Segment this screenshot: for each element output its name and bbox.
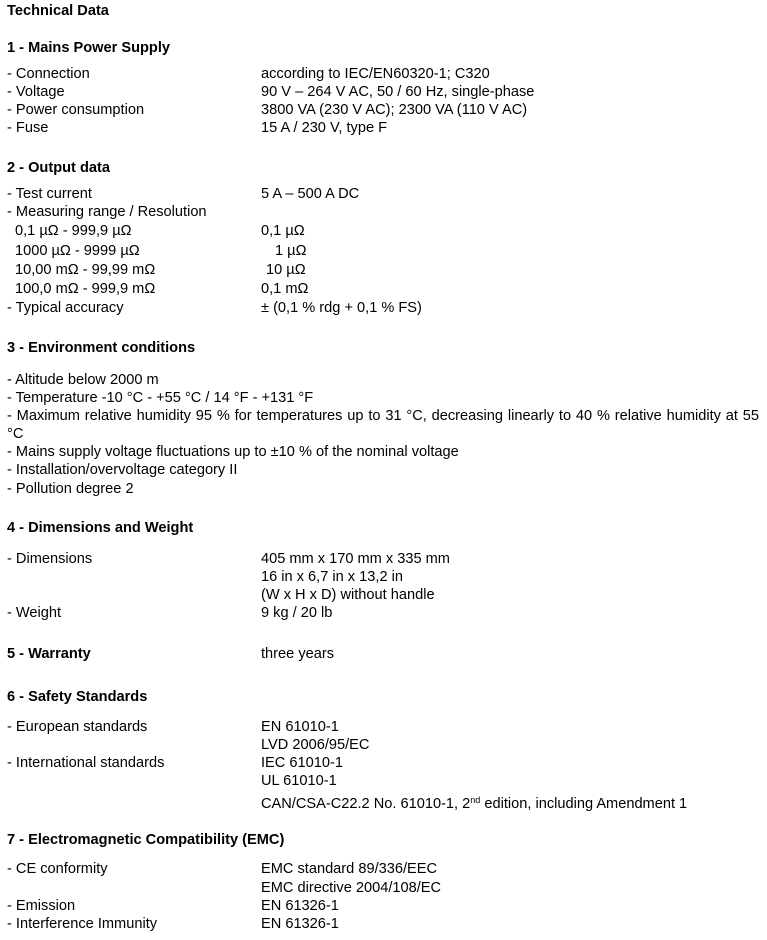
spec-value: EN 61326-1: [261, 916, 339, 932]
spec-label: - Test current: [7, 186, 92, 202]
spec-value: [261, 791, 687, 813]
environment-line-voltage-fluctuations: - Mains supply voltage fluctuations up to ±10 % of the nominal voltage: [7, 444, 459, 460]
page-title: Technical Data: [7, 3, 109, 19]
resolution-value: 10 µΩ: [266, 262, 306, 278]
section-heading-warranty: 5 - Warranty: [7, 646, 91, 662]
spec-value: 5 A – 500 A DC: [261, 186, 360, 202]
environment-line-humidity: - Maximum relative humidity 95 % for temperatures up to 31 °C, decreasing linearly to 40 % relative humidity at 55 °C: [7, 408, 759, 442]
spec-value: 15 A / 230 V, type F: [261, 120, 388, 136]
spec-value: UL 61010-1: [261, 773, 337, 789]
section-heading-emc: 7 - Electromagnetic Compatibility (EMC): [7, 832, 285, 848]
spec-value: ± (0,1 % rdg + 0,1 % FS): [261, 300, 422, 316]
spec-label: - European standards: [7, 719, 148, 735]
spec-value: EN 61326-1: [261, 898, 339, 914]
spec-label: - Power consumption: [7, 102, 145, 118]
range-label: 0,1 µΩ - 999,9 µΩ: [15, 223, 132, 239]
spec-value: according to IEC/EN60320-1; C320: [261, 66, 490, 82]
resolution-value: 0,1 mΩ: [261, 281, 309, 297]
section-heading-output-data: 2 - Output data: [7, 160, 110, 176]
ordinal-suffix: nd: [470, 795, 481, 805]
range-label: 100,0 mΩ - 999,9 mΩ: [15, 281, 156, 297]
spec-value: EN 61010-1: [261, 719, 339, 735]
section-heading-mains-power: 1 - Mains Power Supply: [7, 40, 170, 56]
spec-value: (W x H x D) without handle: [261, 587, 435, 603]
range-label: 10,00 mΩ - 99,99 mΩ: [15, 262, 156, 278]
spec-value: 16 in x 6,7 in x 13,2 in: [261, 569, 403, 585]
warranty-value: three years: [261, 646, 335, 662]
environment-line-altitude: - Altitude below 2000 m: [7, 372, 159, 388]
spec-label: - Dimensions: [7, 551, 93, 567]
range-label: 1000 µΩ - 9999 µΩ: [15, 243, 140, 259]
spec-label: - CE conformity: [7, 861, 108, 877]
section-heading-dimensions: 4 - Dimensions and Weight: [7, 520, 194, 536]
environment-line-overvoltage-category: - Installation/overvoltage category II: [7, 462, 238, 478]
spec-value: LVD 2006/95/EC: [261, 737, 370, 753]
section-heading-safety: 6 - Safety Standards: [7, 689, 148, 705]
environment-line-pollution-degree: - Pollution degree 2: [7, 481, 134, 497]
spec-value: 3800 VA (230 V AC); 2300 VA (110 V AC): [261, 102, 528, 118]
spec-label: - Emission: [7, 898, 76, 914]
spec-value: EMC directive 2004/108/EC: [261, 880, 442, 896]
spec-label: - Typical accuracy: [7, 300, 124, 316]
spec-label: - Measuring range / Resolution: [7, 204, 207, 220]
spec-value: 405 mm x 170 mm x 335 mm: [261, 551, 450, 567]
resolution-value: 0,1 µΩ: [261, 223, 305, 239]
spec-value: EMC standard 89/336/EEC: [261, 861, 438, 877]
spec-label: - Interference Immunity: [7, 916, 158, 932]
section-heading-environment: 3 - Environment conditions: [7, 340, 196, 356]
spec-label: - Weight: [7, 605, 62, 621]
csa-text: CAN/CSA-C22.2 No. 61010-1, 2: [261, 796, 471, 812]
spec-label: - Fuse: [7, 120, 49, 136]
environment-line-temperature: - Temperature -10 °C - +55 °C / 14 °F - +131 °F: [7, 390, 314, 406]
spec-value: IEC 61010-1: [261, 755, 343, 771]
spec-label: - Voltage: [7, 84, 65, 100]
spec-value: 90 V – 264 V AC, 50 / 60 Hz, single-phase: [261, 84, 535, 100]
resolution-value: 1 µΩ: [275, 243, 307, 259]
spec-value: 9 kg / 20 lb: [261, 605, 333, 621]
csa-text-suffix: edition, including Amendment 1: [480, 796, 688, 812]
spec-label: - International standards: [7, 755, 165, 771]
spec-label: - Connection: [7, 66, 90, 82]
